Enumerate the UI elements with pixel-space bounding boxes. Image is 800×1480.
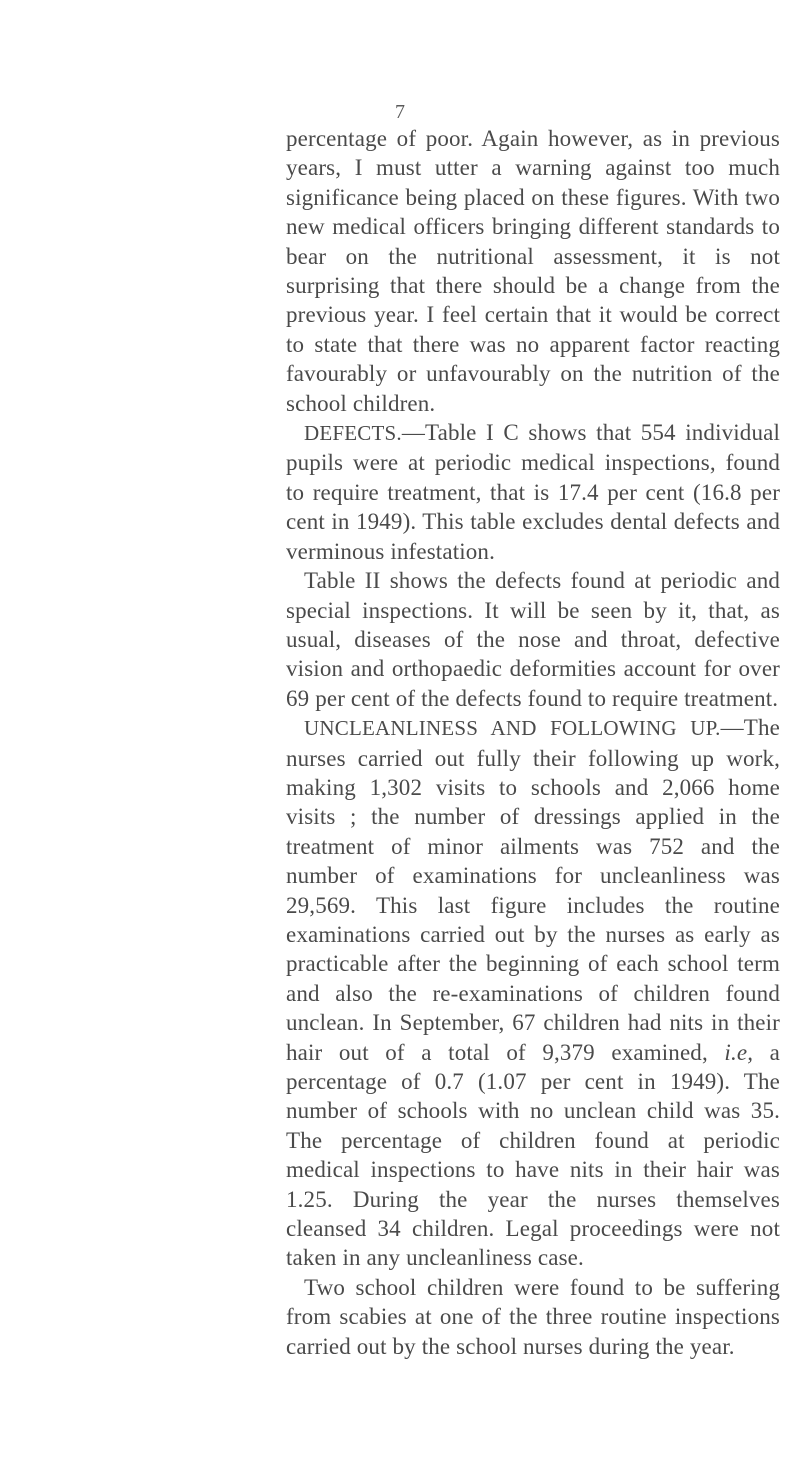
uncleanliness-text-b: a percentage of 0.7 (1.07 per cent in 1949). The number of schools with no unclean child was 35. The percentage of children found at periodic medical inspections to have nits in their hair was 1.25. During the year the nurses themselves cleansed 34 children. Legal proceedings were not taken in any uncleanliness case. xyxy=(286,1039,781,1271)
latin-abbreviation: i.e, xyxy=(724,1039,754,1065)
heading-uncleanliness: UNCLEANLINESS AND FOLLOWING UP. xyxy=(304,716,721,741)
paragraph-defects xyxy=(286,418,780,566)
report-body xyxy=(286,124,780,1361)
paragraph-scabies: Two school children were found to be suffering from scabies at one of the three routine inspections carried out by the school nurses during the year. xyxy=(286,1274,780,1359)
defects-text: —Table I C shows that 554 individual pupils were at periodic medical inspections, found to require treatment, that is 17.4 per cent (16.8 per cent in 1949). This table excludes dental defects and verminous infestation. xyxy=(286,420,780,564)
paragraph-nutrition: percentage of poor. Again however, as in previous years, I must utter a warning against too much significance being placed on these figures. With two new medical officers bringing different standards to bear on the nutritional assessment, it is not surprising that there should be a change from the previous year. I feel certain that it would be correct to state that there was no apparent factor reacting favourably or unfavourably on the nutrition of the school children. xyxy=(286,126,780,416)
paragraph-uncleanliness xyxy=(286,713,780,1273)
uncleanliness-text-a: —The nurses carried out fully their following up work, making 1,302 visits to schools and 2,066 home visits ; the number of dressings applied in the treatment of minor ailments was 752 and the number of examinations for uncleanliness was 29,569. This last figure includes the routine examinations carried out by the nurses as early as practicable after the beginning of each school term and also the re-examinations of children found unclean. In September, 67 children had nits in their hair out of a total of 9,379 examined, xyxy=(286,715,780,1065)
page-number: 7 xyxy=(395,101,405,123)
heading-defects: DEFECTS. xyxy=(304,421,402,446)
paragraph-table-two: Table II shows the defects found at periodic and special inspections. It will be seen by it, that, as usual, diseases of the nose and throat, defective vision and orthopaedic deformities account for over 69 per cent of the defects found to require treatment. xyxy=(286,568,780,711)
